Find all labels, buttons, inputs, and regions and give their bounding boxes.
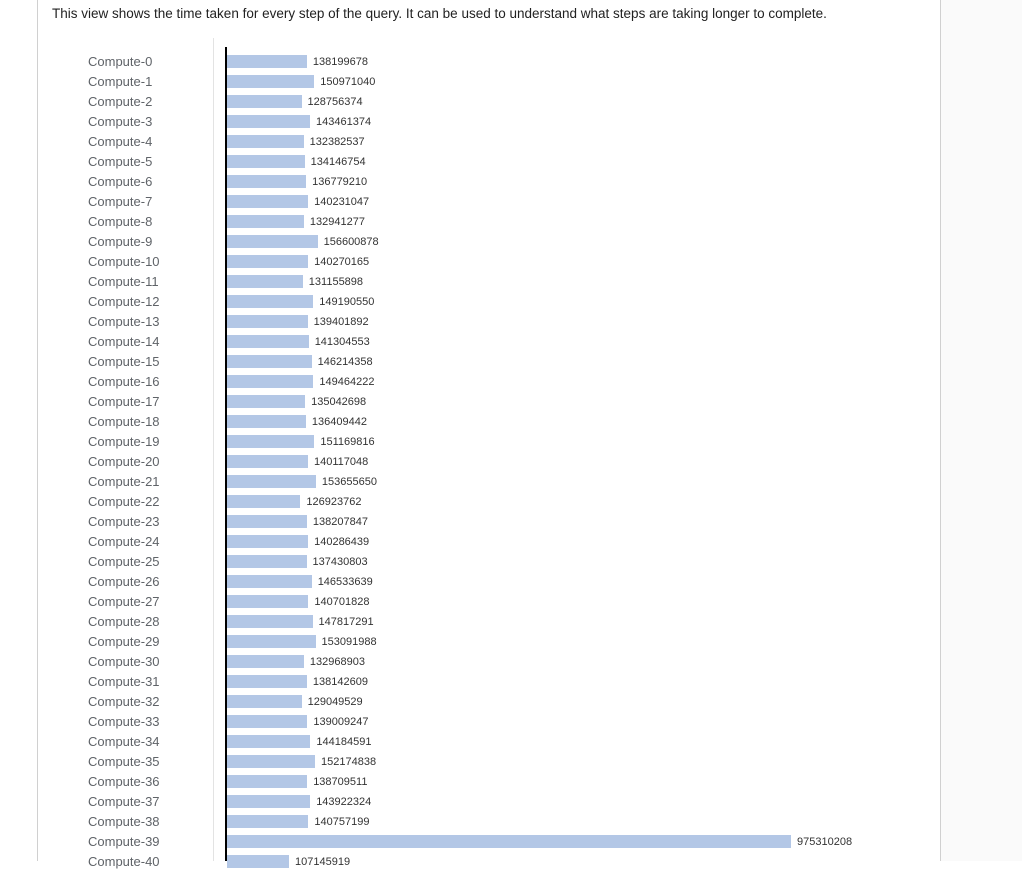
chart-row: [0, 312, 1022, 332]
chart-row: [0, 832, 1022, 852]
bar-value-label: 137430803: [312, 556, 368, 568]
bar-value-label: 132941277: [309, 216, 365, 228]
category-label: Compute-5: [88, 154, 153, 169]
chart-row: [0, 472, 1022, 492]
duration-bar[interactable]: [227, 495, 300, 508]
chart-row: [0, 452, 1022, 472]
duration-bar[interactable]: [227, 775, 307, 788]
bar-value-label: 151169816: [320, 436, 375, 448]
chart-row: [0, 852, 1022, 872]
duration-bar[interactable]: [227, 735, 310, 748]
category-label: Compute-16: [88, 374, 160, 389]
category-label: Compute-2: [88, 94, 153, 109]
duration-bar[interactable]: [227, 815, 308, 828]
bar-value-label: 135042698: [311, 396, 367, 408]
bar-value-label: 136779210: [312, 176, 368, 188]
chart-row: [0, 392, 1022, 412]
duration-bar[interactable]: [227, 175, 306, 188]
category-label: Compute-21: [88, 474, 160, 489]
duration-bar[interactable]: [227, 395, 305, 408]
bar-value-label: 144184591: [316, 736, 372, 748]
duration-bar[interactable]: [227, 155, 305, 168]
category-label: Compute-9: [88, 234, 153, 249]
category-label: Compute-17: [88, 394, 160, 409]
chart-row: [0, 132, 1022, 152]
chart-row: [0, 552, 1022, 572]
duration-bar[interactable]: [227, 475, 316, 488]
category-label: Compute-12: [88, 294, 160, 309]
category-label: Compute-27: [88, 594, 160, 609]
bar-value-label: 132382537: [309, 136, 365, 148]
category-label: Compute-3: [88, 114, 153, 129]
category-label: Compute-10: [88, 254, 160, 269]
bar-value-label: 107145919: [295, 856, 351, 868]
duration-bar[interactable]: [227, 695, 302, 708]
category-label: Compute-29: [88, 634, 160, 649]
chart-row: [0, 332, 1022, 352]
chart-row: [0, 352, 1022, 372]
duration-bar[interactable]: [227, 195, 308, 208]
duration-bar[interactable]: [227, 55, 307, 68]
bar-value-label: 140117048: [314, 456, 369, 468]
duration-bar[interactable]: [227, 415, 306, 428]
bar-value-label: 131155898: [308, 276, 364, 288]
bar-value-label: 129049529: [307, 696, 363, 708]
chart-row: [0, 272, 1022, 292]
category-label: Compute-19: [88, 434, 160, 449]
chart-row: [0, 252, 1022, 272]
chart-row: [0, 492, 1022, 512]
bar-value-label: 153091988: [321, 636, 377, 648]
category-label: Compute-13: [88, 314, 160, 329]
chart-row: [0, 232, 1022, 252]
duration-bar[interactable]: [227, 135, 304, 148]
bar-value-label: 138199678: [312, 56, 368, 68]
duration-bar[interactable]: [227, 355, 312, 368]
bar-value-label: 153655650: [321, 476, 377, 488]
duration-bar[interactable]: [227, 455, 308, 468]
duration-bar[interactable]: [227, 515, 307, 528]
chart-row: [0, 812, 1022, 832]
category-label: Compute-0: [88, 54, 153, 69]
chart-row: [0, 372, 1022, 392]
chart-row: [0, 712, 1022, 732]
bar-value-label: 150971040: [320, 76, 376, 88]
duration-bar[interactable]: [227, 615, 313, 628]
duration-bar[interactable]: [227, 795, 310, 808]
duration-bar[interactable]: [227, 435, 314, 448]
bar-value-label: 138207847: [312, 516, 368, 528]
chart-row: [0, 692, 1022, 712]
category-label: Compute-33: [88, 714, 160, 729]
category-label: Compute-25: [88, 554, 160, 569]
category-label: Compute-7: [88, 194, 153, 209]
category-label: Compute-34: [88, 734, 160, 749]
duration-bar[interactable]: [227, 535, 308, 548]
duration-bar[interactable]: [227, 335, 309, 348]
duration-bar[interactable]: [227, 675, 307, 688]
category-label: Compute-11: [88, 274, 159, 289]
chart-row: [0, 612, 1022, 632]
chart-row: [0, 772, 1022, 792]
bar-value-label: 136409442: [311, 416, 367, 428]
bar-value-label: 139009247: [313, 716, 369, 728]
chart-row: [0, 92, 1022, 112]
bar-value-label: 975310208: [797, 836, 853, 848]
category-label: Compute-23: [88, 514, 160, 529]
category-label: Compute-15: [88, 354, 160, 369]
view-description: This view shows the time taken for every step of the query. It can be used to understand what steps are taking longer to complete.: [52, 6, 827, 21]
bar-value-label: 140231047: [314, 196, 370, 208]
bar-value-label: 141304553: [314, 336, 370, 348]
chart-row: [0, 52, 1022, 72]
chart-row: [0, 152, 1022, 172]
duration-bar[interactable]: [227, 315, 308, 328]
chart-row: [0, 792, 1022, 812]
duration-bar[interactable]: [227, 255, 308, 268]
category-label: Compute-40: [88, 854, 160, 869]
category-label: Compute-39: [88, 834, 160, 849]
chart-row: [0, 292, 1022, 312]
category-label: Compute-36: [88, 774, 160, 789]
category-label: Compute-22: [88, 494, 160, 509]
bar-value-label: 132968903: [309, 656, 365, 668]
bar-value-label: 149464222: [319, 376, 375, 388]
category-label: Compute-4: [88, 134, 153, 149]
category-label: Compute-18: [88, 414, 160, 429]
bar-value-label: 126923762: [306, 496, 362, 508]
duration-bar[interactable]: [227, 95, 302, 108]
chart-row: [0, 752, 1022, 772]
category-label: Compute-14: [88, 334, 160, 349]
chart-row: [0, 212, 1022, 232]
category-label: Compute-20: [88, 454, 160, 469]
duration-bar[interactable]: [227, 635, 316, 648]
chart-row: [0, 412, 1022, 432]
bar-value-label: 146214358: [317, 356, 373, 368]
duration-bar[interactable]: [227, 75, 314, 88]
category-label: Compute-35: [88, 754, 160, 769]
chart-row: [0, 172, 1022, 192]
bar-value-label: 143461374: [316, 116, 372, 128]
bar-value-label: 149190550: [319, 296, 375, 308]
bar-value-label: 147817291: [318, 616, 374, 628]
bar-value-label: 134146754: [310, 156, 366, 168]
chart-row: [0, 512, 1022, 532]
duration-bar[interactable]: [227, 855, 289, 868]
chart-row: [0, 732, 1022, 752]
bar-value-label: 128756374: [307, 96, 363, 108]
bar-value-label: 138142609: [312, 676, 368, 688]
bar-value-label: 146533639: [317, 576, 373, 588]
duration-bar[interactable]: [227, 575, 312, 588]
bar-value-label: 138709511: [313, 776, 368, 788]
category-label: Compute-28: [88, 614, 160, 629]
bar-value-label: 139401892: [313, 316, 369, 328]
category-label: Compute-26: [88, 574, 160, 589]
chart-row: [0, 192, 1022, 212]
chart-row: [0, 112, 1022, 132]
chart-row: [0, 632, 1022, 652]
category-label: Compute-6: [88, 174, 153, 189]
category-label: Compute-37: [88, 794, 160, 809]
category-label: Compute-30: [88, 654, 160, 669]
duration-bar[interactable]: [227, 755, 315, 768]
category-label: Compute-8: [88, 214, 153, 229]
chart-row: [0, 592, 1022, 612]
bar-value-label: 140757199: [314, 816, 370, 828]
duration-bar[interactable]: [227, 295, 313, 308]
bar-value-label: 152174838: [321, 756, 377, 768]
chart-row: [0, 432, 1022, 452]
category-label: Compute-1: [88, 74, 153, 89]
duration-bar[interactable]: [227, 275, 303, 288]
bar-value-label: 140701828: [314, 596, 370, 608]
chart-row: [0, 672, 1022, 692]
duration-bar[interactable]: [227, 655, 304, 668]
bar-value-label: 143922324: [316, 796, 372, 808]
duration-bar[interactable]: [227, 595, 308, 608]
duration-bar[interactable]: [227, 715, 307, 728]
duration-bar[interactable]: [227, 375, 313, 388]
chart-row: [0, 72, 1022, 92]
duration-bar[interactable]: [227, 835, 791, 848]
duration-bar[interactable]: [227, 555, 307, 568]
bar-value-label: 140286439: [314, 536, 370, 548]
duration-bar[interactable]: [227, 115, 310, 128]
bar-value-label: 156600878: [323, 236, 379, 248]
duration-bar[interactable]: [227, 215, 304, 228]
category-label: Compute-38: [88, 814, 160, 829]
chart-row: [0, 532, 1022, 552]
chart-row: [0, 572, 1022, 592]
category-label: Compute-24: [88, 534, 160, 549]
category-label: Compute-31: [88, 674, 160, 689]
bar-value-label: 140270165: [314, 256, 370, 268]
category-label: Compute-32: [88, 694, 160, 709]
chart-row: [0, 652, 1022, 672]
duration-bar[interactable]: [227, 235, 318, 248]
